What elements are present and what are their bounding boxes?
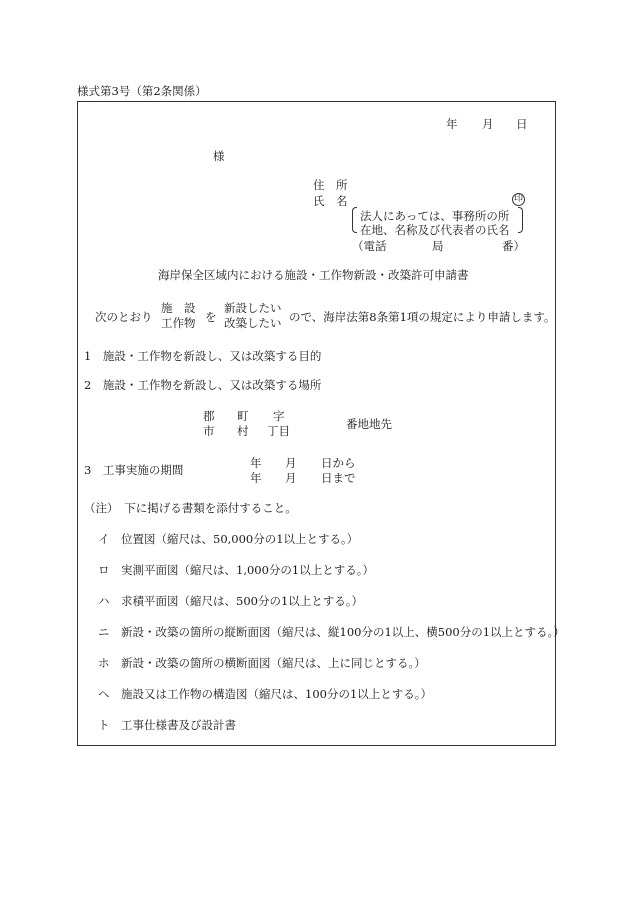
note-item: ロ 実測平面図（縮尺は、1,000分の1以上とする。）	[98, 563, 374, 577]
date-day: 日	[516, 117, 528, 131]
period-month-from: 月	[285, 456, 297, 470]
action-option-new: 新設したい	[224, 301, 282, 315]
phone-number-label: 番）	[502, 239, 525, 253]
object-option-facility: 施 設	[161, 301, 196, 315]
form-number-label: 様式第3号（第2条関係）	[77, 84, 207, 98]
location-gun: 郡	[203, 409, 215, 423]
note-item: ハ 求積平面図（縮尺は、500分の1以上とする。）	[98, 594, 364, 608]
note-item: ニ 新設・改築の箇所の縦断面図（縮尺は、縦100分の1以上、横500分の1以上とする。）	[98, 625, 565, 639]
phone-label: （電話	[352, 239, 387, 253]
item-period: 3 工事実施の期間	[84, 463, 184, 477]
note-item: ヘ 施設又は工作物の構造図（縮尺は、100分の1以上とする。）	[98, 687, 433, 701]
intro-suffix: ので、海岸法第8条第1項の規定により申請します。	[289, 310, 556, 324]
document-title: 海岸保全区域内における施設・工作物新設・改築許可申請書	[158, 268, 469, 282]
address-label: 住 所	[313, 178, 348, 192]
note-item: ホ 新設・改築の箇所の横断面図（縮尺は、上に同じとする。）	[98, 656, 426, 670]
period-month-to: 月	[285, 471, 297, 485]
name-label: 氏 名	[313, 194, 348, 208]
object-option-structure: 工作物	[161, 316, 196, 330]
date-year: 年	[446, 117, 458, 131]
item-purpose: 1 施設・工作物を新設し、又は改築する目的	[84, 349, 322, 363]
corporate-note-line2: 在地、名称及び代表者の氏名	[360, 223, 510, 237]
date-month: 月	[482, 117, 494, 131]
location-shi: 市	[203, 424, 215, 438]
location-chome: 丁目	[267, 424, 290, 438]
phone-exchange-label: 局	[432, 239, 444, 253]
location-machi: 町	[237, 409, 249, 423]
note-item: ト 工事仕様書及び設計書	[98, 718, 236, 732]
addressee-suffix: 様	[213, 149, 225, 163]
period-year-to: 年	[250, 471, 262, 485]
intro-particle: を	[205, 310, 217, 324]
location-mura: 村	[237, 424, 249, 438]
seal-mark: 印	[513, 194, 523, 204]
period-year-from: 年	[250, 456, 262, 470]
note-bracket-left	[352, 207, 357, 233]
note-bracket-right	[518, 207, 523, 233]
item-location: 2 施設・工作物を新設し、又は改築する場所	[84, 378, 322, 392]
period-from: 日から	[321, 456, 356, 470]
intro-prefix: 次のとおり	[95, 310, 153, 324]
period-to: 日まで	[321, 471, 356, 485]
action-option-rebuild: 改築したい	[224, 316, 282, 330]
location-banchi: 番地地先	[346, 417, 392, 431]
notes-heading: （注） 下に掲げる書類を添付すること。	[84, 501, 297, 515]
location-aza: 字	[273, 409, 285, 423]
corporate-note-line1: 法人にあっては、事務所の所	[360, 209, 510, 223]
note-item: イ 位置図（縮尺は、50,000分の1以上とする。）	[98, 532, 359, 546]
